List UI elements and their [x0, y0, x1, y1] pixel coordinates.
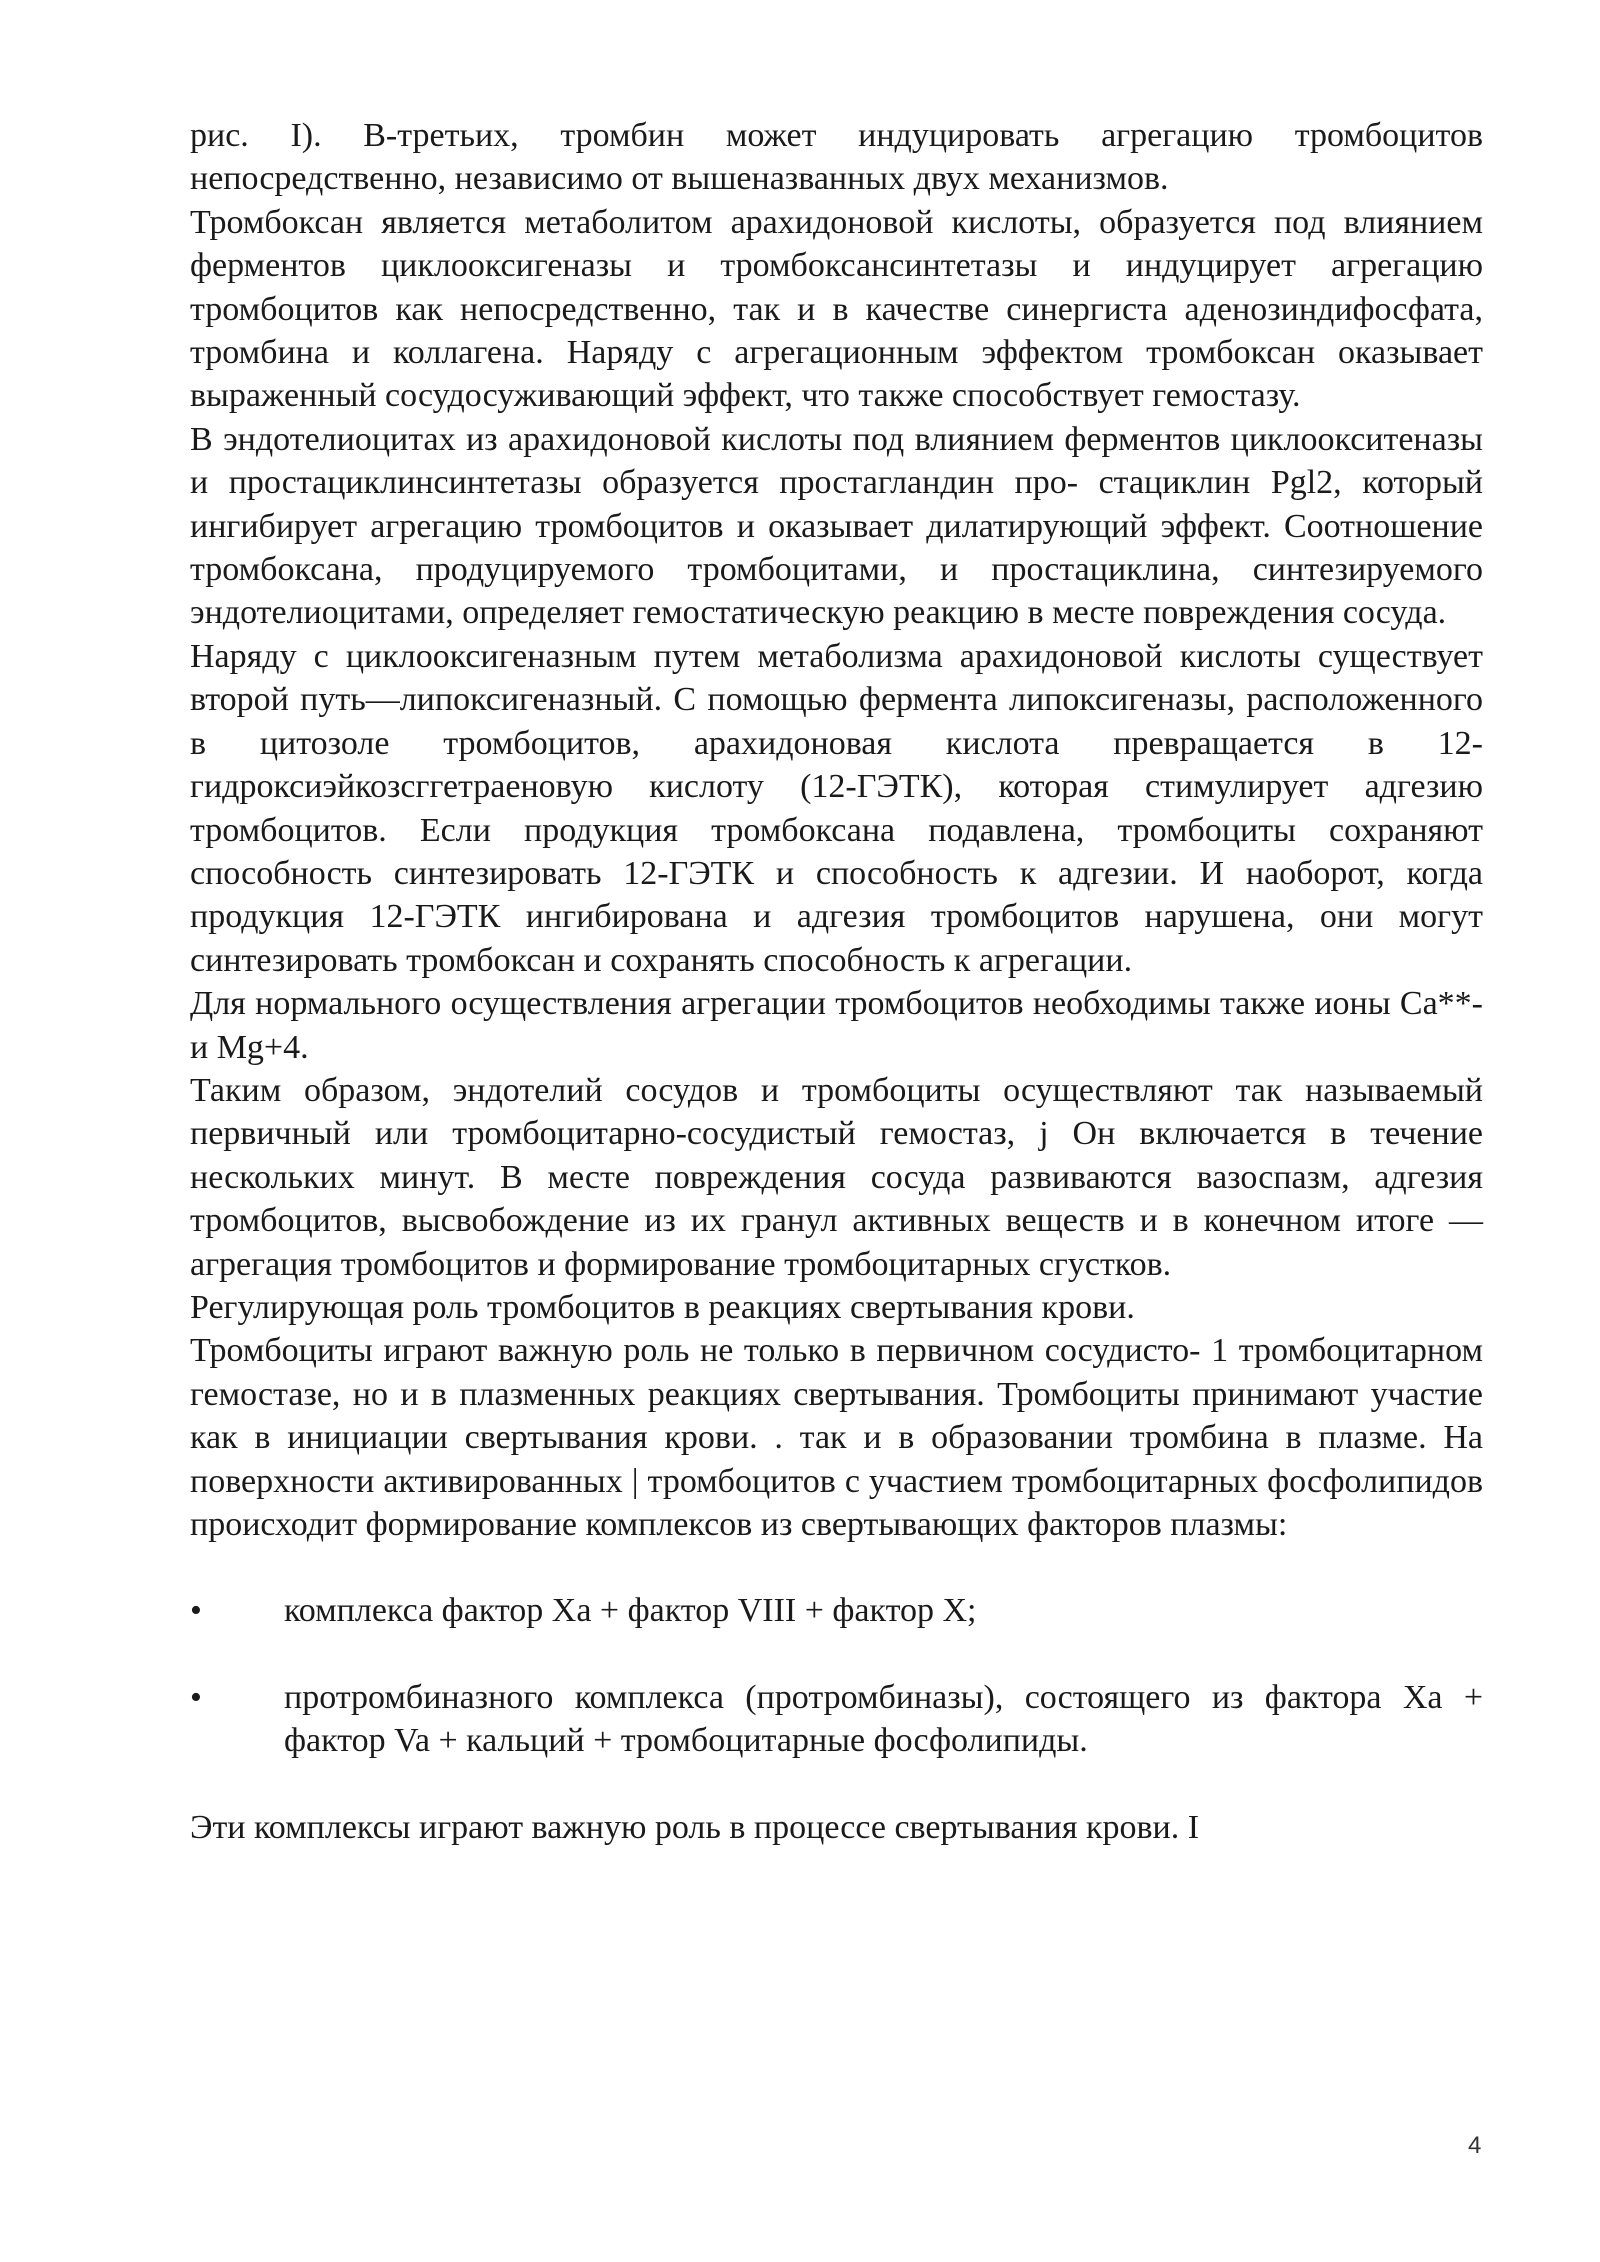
- list-item: [190, 1589, 1483, 1632]
- paragraph-thrombin: рис. I). В-третьих, тромбин может индуцировать агрегацию тромбоцитов непосредственно, независимо от вышеназванных двух механизмов.: [190, 117, 1483, 198]
- paragraph-regulating-role: Регулирующая роль тромбоцитов в реакциях свертывания крови.: [190, 1288, 1135, 1326]
- paragraph-primary-hemostasis: Таким образом, эндотелий сосудов и тромбоциты осуществляют так называемый первичный или тромбоцитарно-сосудистый гемостаз, j Он включается в течение нескольких минут. В месте повреждения сосуда развиваются вазоспазм, адгезия тромбоцитов, высвобождение из их гранул активных веществ и в конечном итоге — агрегация тромбоцитов и формирование тромбоцитарных сгустков.: [190, 1071, 1483, 1283]
- paragraph-plasma-reactions: Тромбоциты играют важную роль не только в первичном сосудисто- 1 тромбоцитарном гемостазе, но и в плазменных реакциях свертывания. Тромбоциты принимают участие как в инициации свертывания крови. . так и в образовании тромбина в плазме. На поверхности активированных | тромбоцитов с участием тромбоцитарных фосфолипидов происходит формирование комплексов из свертывающих факторов плазмы:: [190, 1332, 1483, 1543]
- paragraph-lipoxygenase: Наряду с циклооксигеназным путем метаболизма арахидоновой кислоты существует второй путь—липоксигеназный. С помощью фермента липоксигеназы, расположенного в цитозоле тромбоцитов, арахидоновая кислота превращается в 12-гидроксиэйкозсггетраеновую кислоту (12-ГЭТК), которая стимулирует адгезию тромбоцитов. Если продукция тромбоксана подавлена, тромбоциты сохраняют способность синтезировать 12-ГЭТК и способность к адгезии. И наоборот, когда продукция 12-ГЭТК ингибирована и адгезия тромбоцитов нарушена, они могут синтезировать тромбоксан и сохранять способность к агрегации.: [190, 637, 1483, 979]
- paragraph-ions: Для нормального осуществления агрегации тромбоцитов необходимы также ионы Са**- и Mg+4.: [190, 985, 1483, 1066]
- bullet-icon: •: [190, 1678, 202, 1716]
- list-item-text: протромбиназного комплекса (протромбиназы), состоящего из фактора Ха + фактор Va + кальций + тромбоцитарные фосфолипиды.: [284, 1678, 1483, 1760]
- paragraph-thromboxane: Тромбоксан является метаболитом арахидоновой кислоты, образуется под влиянием ферментов циклооксигеназы и тромбоксансинтетазы и индуцирует агрегацию тромбоцитов как непосредственно, так и в качестве синергиста аденозиндифосфата, тромбина и коллагена. Наряду с агрегационным эффектом тромбоксан оказывает выраженный сосудосуживающий эффект, что также способствует гемостазу.: [190, 203, 1483, 415]
- document-body: [190, 114, 1483, 1849]
- paragraph-prostacyclin: В эндотелиоцитах из арахидоновой кислоты под влиянием ферментов циклоокситеназы и простациклинсинтетазы образуется простагландин про- стациклин Pgl2, который ингибирует агрегацию тромбоцитов и оказывает дилатирующий эффект. Соотношение тромбоксана, продуцируемого тромбоцитами, и простациклина, синтезируемого эндотелиоцитами, определяет гемостатическую реакцию в месте повреждения сосуда.: [190, 420, 1483, 632]
- paragraph-closing: Эти комплексы играют важную роль в процессе свертывания крови. I: [190, 1808, 1200, 1846]
- list-item-text: комплекса фактор Ха + фактор VIII + фактор X;: [284, 1592, 977, 1630]
- page-number: 4: [1468, 2132, 1482, 2159]
- bullet-icon: •: [190, 1592, 202, 1630]
- list-item: [190, 1676, 1483, 1763]
